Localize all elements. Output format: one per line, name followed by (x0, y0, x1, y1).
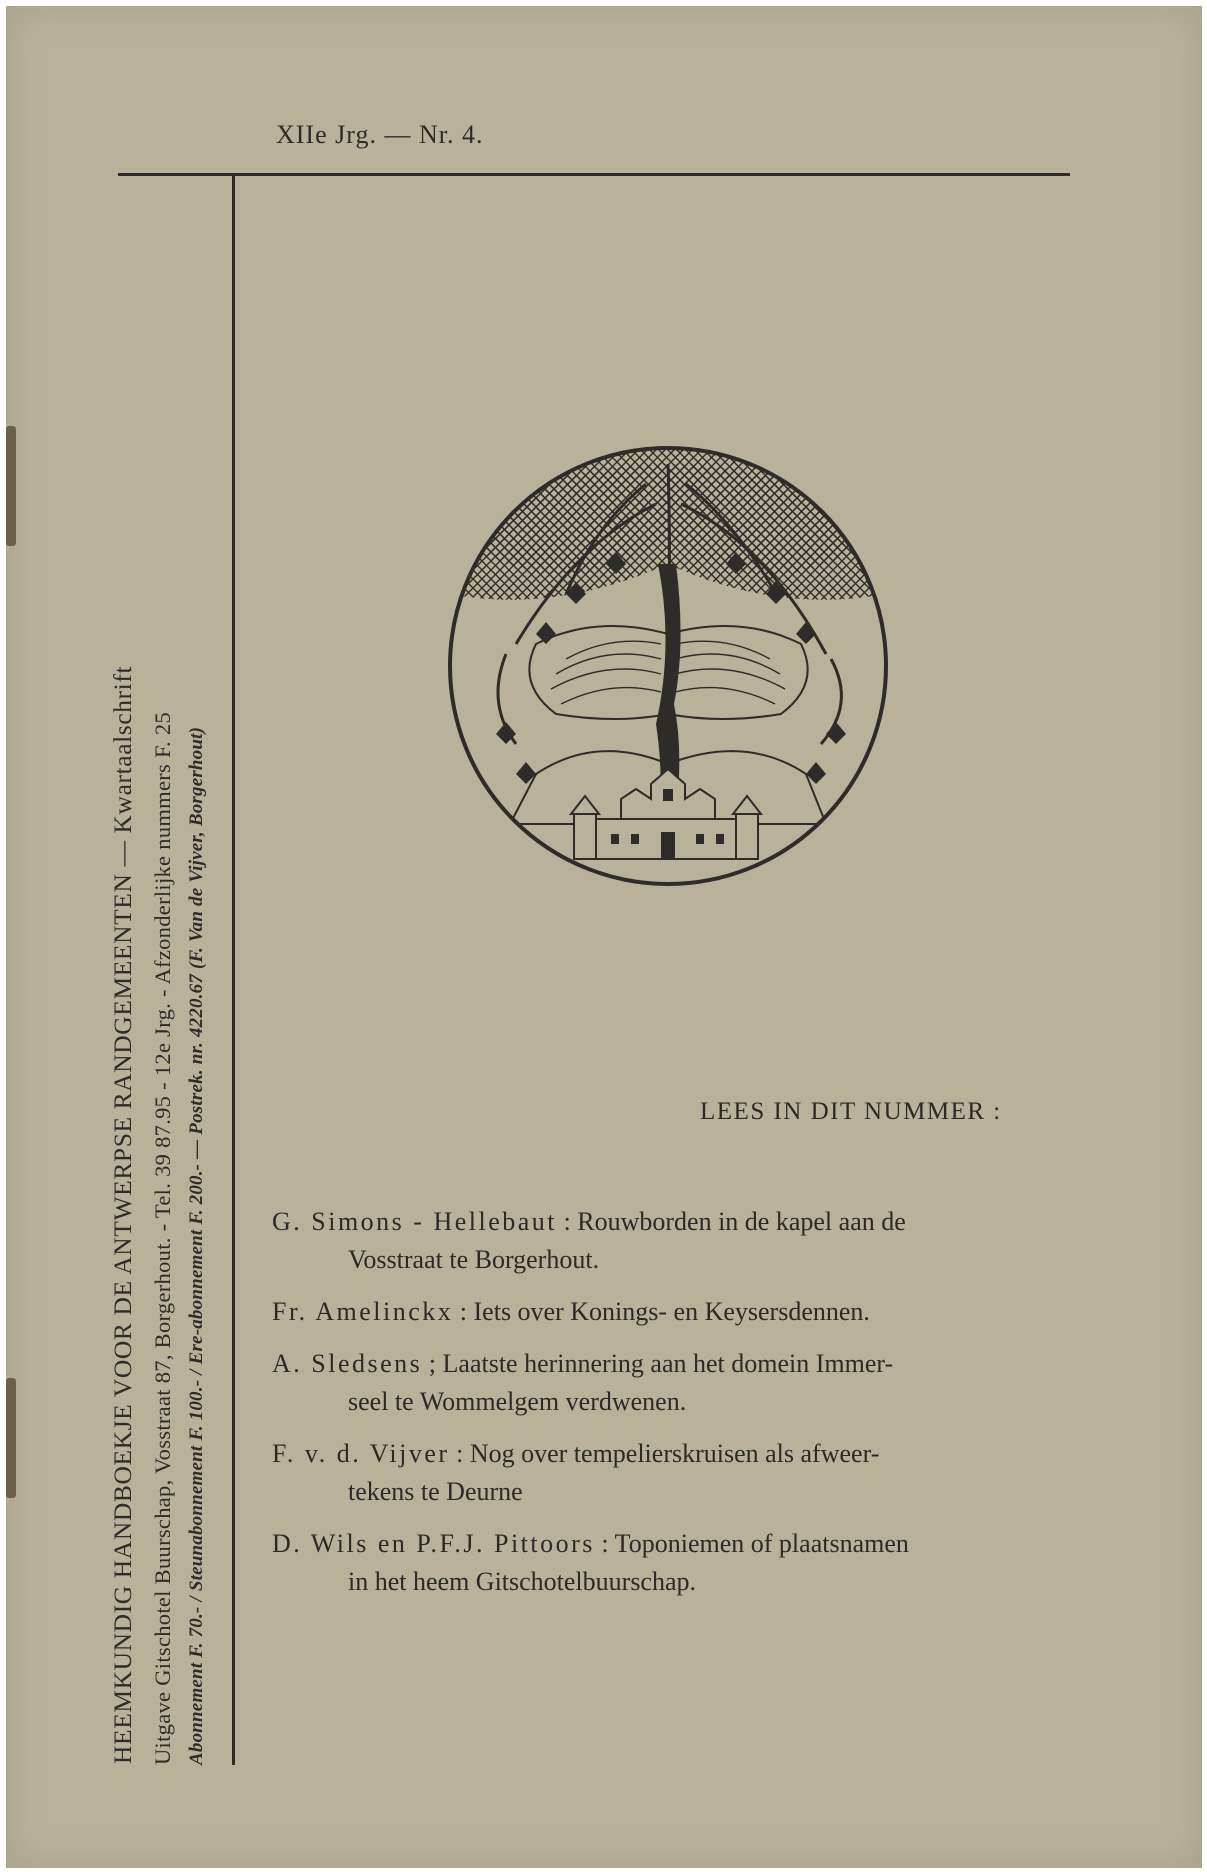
article-title: Rouwborden in de kapel aan de (577, 1207, 906, 1236)
list-item: F. v. d. Vijver : Nog over tempelierskruisen als afweer- tekens te Deurne (272, 1435, 1072, 1511)
spine-damage-mark (6, 1378, 16, 1498)
list-item: A. Sledsens ; Laatste herinnering aan het domein Immer- seel te Wommelgem verdwenen. (272, 1345, 1072, 1421)
issue-number: XIIe Jrg. — Nr. 4. (276, 120, 484, 149)
vertical-rule (232, 173, 235, 1765)
author-name: Fr. Amelinckx (272, 1297, 454, 1326)
article-title: Nog over tempelierskruisen als afweer- (469, 1439, 880, 1468)
article-title-continued: tekens te Deurne (348, 1477, 523, 1506)
author-name: D. Wils en P.F.J. Pittoors (272, 1529, 595, 1558)
publisher-info-vertical: Uitgave Gitschotel Buurschap, Vosstraat 87, Borgerhout. - Tel. 39 87.95 - 12e Jrg. - Afzonderlijke nummers F. 25 (150, 712, 175, 1765)
subscription-info-vertical: Abonnement F. 70.- / Steunabonnement F. 100.- / Ere-abonnement F. 200.- — Postrek. nr. 4220.67 (F. Van de Vijver, Borgerhout) (186, 726, 207, 1765)
contents-heading: LEES IN DIT NUMMER : (700, 1098, 1002, 1125)
author-name: G. Simons - Hellebaut (272, 1207, 558, 1236)
table-of-contents (272, 1203, 1072, 1615)
article-title: Toponiemen of plaatsnamen (614, 1529, 909, 1558)
article-title-continued: seel te Wommelgem verdwenen. (348, 1387, 687, 1416)
article-title-continued: Vosstraat te Borgerhout. (348, 1245, 600, 1274)
spine-damage-mark (6, 426, 16, 546)
article-title: Iets over Konings- en Keysersdennen. (473, 1297, 870, 1326)
article-title-continued: in het heem Gitschotelbuurschap. (348, 1567, 697, 1596)
horizontal-rule (118, 173, 1070, 176)
author-name: A. Sledsens (272, 1349, 423, 1378)
list-item: D. Wils en P.F.J. Pittoors : Toponiemen of plaatsnamen in het heem Gitschotelbuurschap. (272, 1525, 1072, 1601)
list-item: G. Simons - Hellebaut : Rouwborden in de kapel aan de Vosstraat te Borgerhout. (272, 1203, 1072, 1279)
article-title: Laatste herinnering aan het domein Immer- (442, 1349, 894, 1378)
list-item: Fr. Amelinckx : Iets over Konings- en Keysersdennen. (272, 1297, 870, 1326)
tree-and-castle-emblem-icon (446, 444, 890, 888)
journal-title-vertical: HEEMKUNDIG HANDBOEKJE VOOR DE ANTWERPSE RANDGEMEENTEN — Kwartaalschrift (108, 665, 137, 1764)
author-name: F. v. d. Vijver (272, 1439, 450, 1468)
